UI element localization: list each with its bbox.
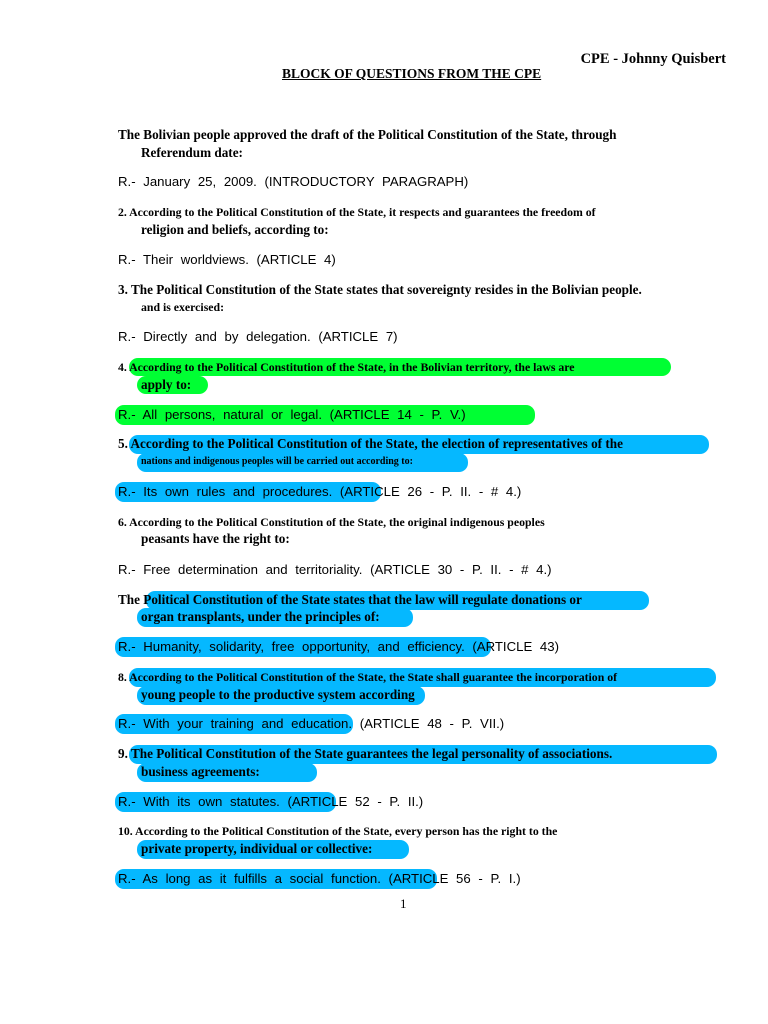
question-text: 2. According to the Political Constitution of the State, it respects and guarantees the freedom of xyxy=(118,205,596,219)
question-text-continued: religion and beliefs, according to: xyxy=(141,222,329,237)
question-text-continued: nations and indigenous peoples will be carried out according to: xyxy=(141,456,413,467)
question-text: 5. According to the Political Constitution of the State, the election of representatives of the xyxy=(118,436,623,451)
question-text: 10. According to the Political Constitution of the State, every person has the right to the xyxy=(118,824,558,838)
question-text: 9. The Political Constitution of the State guarantees the legal personality of associations. xyxy=(118,746,613,761)
page-title: BLOCK OF QUESTIONS FROM THE CPE xyxy=(282,66,542,81)
question-text-continued: organ transplants, under the principles of: xyxy=(141,609,380,624)
answer-text: R.- Directly and by delegation. (ARTICLE 7) xyxy=(118,329,398,344)
question-text: 8. According to the Political Constitution of the State, the State shall guarantee the incorporation of xyxy=(118,670,618,684)
answer-text: R.- As long as it fulfills a social function. (ARTICLE 56 - P. I.) xyxy=(118,871,521,886)
question-text: 3. The Political Constitution of the State states that sovereignty resides in the Bolivian people. xyxy=(118,282,642,297)
answer-text: R.- With your training and education. (ARTICLE 48 - P. VII.) xyxy=(118,716,505,731)
question-text-continued: Referendum date: xyxy=(141,145,243,160)
question-text-continued: peasants have the right to: xyxy=(141,531,290,546)
answer-text: R.- Their worldviews. (ARTICLE 4) xyxy=(118,252,336,267)
question-text-continued: apply to: xyxy=(141,377,192,392)
answer-text: R.- With its own statutes. (ARTICLE 52 - P. II.) xyxy=(118,794,424,809)
answer-text: R.- January 25, 2009. (INTRODUCTORY PARAGRAPH) xyxy=(118,174,469,189)
question-text-continued: private property, individual or collective: xyxy=(141,841,373,856)
answer-text: R.- Free determination and territoriality. (ARTICLE 30 - P. II. - # 4.) xyxy=(118,562,552,577)
answer-text: R.- Its own rules and procedures. (ARTICLE 26 - P. II. - # 4.) xyxy=(118,484,522,499)
question-text-continued: young people to the productive system according xyxy=(141,687,415,702)
page-number: 1 xyxy=(400,896,407,911)
question-text-continued: and is exercised: xyxy=(141,300,225,314)
document-author: CPE - Johnny Quisbert xyxy=(580,51,726,67)
question-text: 6. According to the Political Constitution of the State, the original indigenous peoples xyxy=(118,515,545,529)
answer-text: R.- All persons, natural or legal. (ARTICLE 14 - P. V.) xyxy=(118,407,466,422)
question-text-continued: business agreements: xyxy=(141,764,260,779)
question-text: The Political Constitution of the State states that the law will regulate donations or xyxy=(118,592,582,607)
answer-text: R.- Humanity, solidarity, free opportunity, and efficiency. (ARTICLE 43) xyxy=(118,639,559,654)
question-text: The Bolivian people approved the draft of the Political Constitution of the State, through xyxy=(118,127,617,142)
question-text: 4. According to the Political Constitution of the State, in the Bolivian territory, the laws are xyxy=(118,360,575,374)
